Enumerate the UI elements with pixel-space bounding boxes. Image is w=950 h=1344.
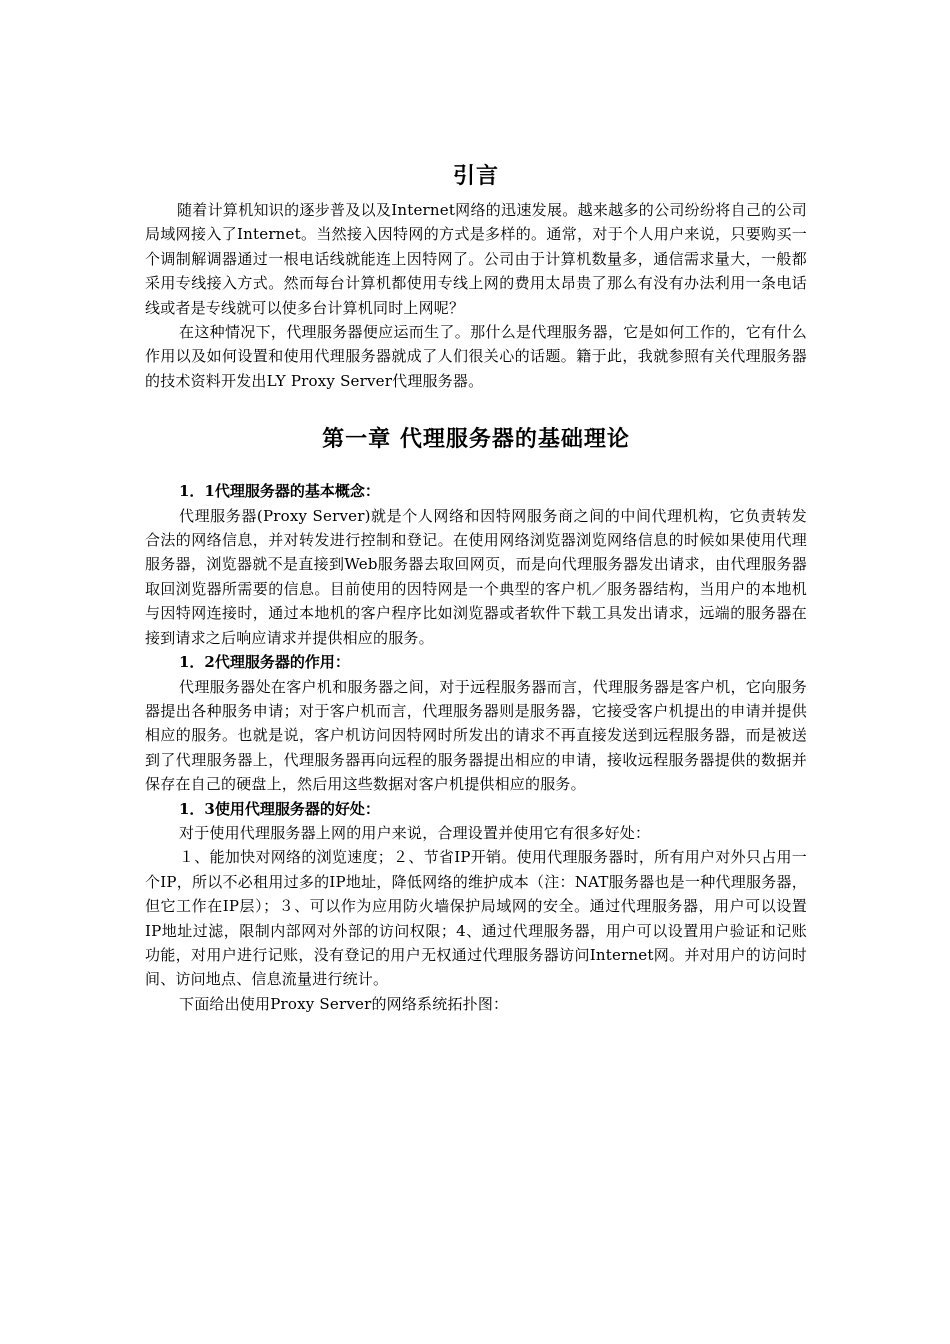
section-1-1-heading: 1．1代理服务器的基本概念： xyxy=(179,482,380,501)
section-1-3-benefits: １、能加快对网络的浏览速度；２、节省IP开销。使用代理服务器时，所有用户对外只占用一个IP，所以不必租用过多的IP地址，降低网络的维护成本（注：NAT服务器也是一种代理服务器，但它工作在IP层）；３、可以作为应用防火墙保护局域网的安全。通过代理服务器，用户可以设置IP地址过滤，限制内部网对外部的访问权限；4、通过代理服务器，用户可以设置用户验证和记账功能，对用户进行记账，没有登记的用户无权通过代理服务器访问Internet网。并对用户的访问时间、访问地点、信息流量进行统计。 xyxy=(145,848,807,989)
section-1-3-heading: 1．3使用代理服务器的好处： xyxy=(179,799,380,818)
section-1-2-text: 代理服务器处在客户机和服务器之间，对于远程服务器而言，代理服务器是客户机，它向服务器提出各种服务申请；对于客户机而言，代理服务器则是服务器，它接受客户机提出的申请并提供相应的服务。也就是说，客户机访问因特网时所发出的请求不再直接发送到远程服务器，而是被送到了代理服务器上，代理服务器再向远程的服务器提出相应的申请，接收远程服务器提供的数据并保存在自己的硬盘上，然后用这些数据对客户机提供相应的服务。 xyxy=(145,677,807,794)
intro-paragraph-2: 在这种情况下，代理服务器便应运而生了。那什么是代理服务器，它是如何工作的，它有什么作用以及如何设置和使用代理服务器就成了人们很关心的话题。籍于此，我就参照有关代理服务器的技术资料开发出LY Proxy Server代理服务器。 xyxy=(145,323,807,390)
section-1-2-heading: 1．2代理服务器的作用： xyxy=(179,653,350,672)
section-1-1-text: 代理服务器(Proxy Server)就是个人网络和因特网服务商之间的中间代理机构，它负责转发合法的网络信息，并对转发进行控制和登记。在使用网络浏览器浏览网络信息的时候如果使用代理服务器，浏览器就不是直接到Web服务器去取回网页，而是向代理服务器发出请求，由代理服务器取回浏览器所需要的信息。目前使用的因特网是一个典型的客户机／服务器结构，当用户的本地机与因特网连接时，通过本地机的客户程序比如浏览器或者软件下载工具发出请求，远端的服务器在接到请求之后响应请求并提供相应的服务。 xyxy=(145,506,807,647)
intro-paragraph-1: 随着计算机知识的逐步普及以及Internet网络的迅速发展。越来越多的公司纷纷将自己的公司局域网接入了Internet。当然接入因特网的方式是多样的。通常，对于个人用户来说，只要购买一个调制解调器通过一根电话线就能连上因特网了。公司由于计算机数量多，通信需求量大，一般都采用专线接入方式。然而每台计算机都使用专线上网的费用太昂贵了那么有没有办法利用一条电话线或者是专线就可以使多台计算机同时上网呢？ xyxy=(145,201,807,317)
chapter-title: 第一章 代理服务器的基础理论 xyxy=(322,426,630,453)
figure-intro-text: 下面给出使用Proxy Server的网络系统拓扑图： xyxy=(179,994,509,1013)
section-1-3-intro: 对于使用代理服务器上网的用户来说，合理设置并使用它有很多好处： xyxy=(179,823,651,842)
document-content xyxy=(145,160,807,1016)
intro-title: 引言 xyxy=(452,163,499,189)
